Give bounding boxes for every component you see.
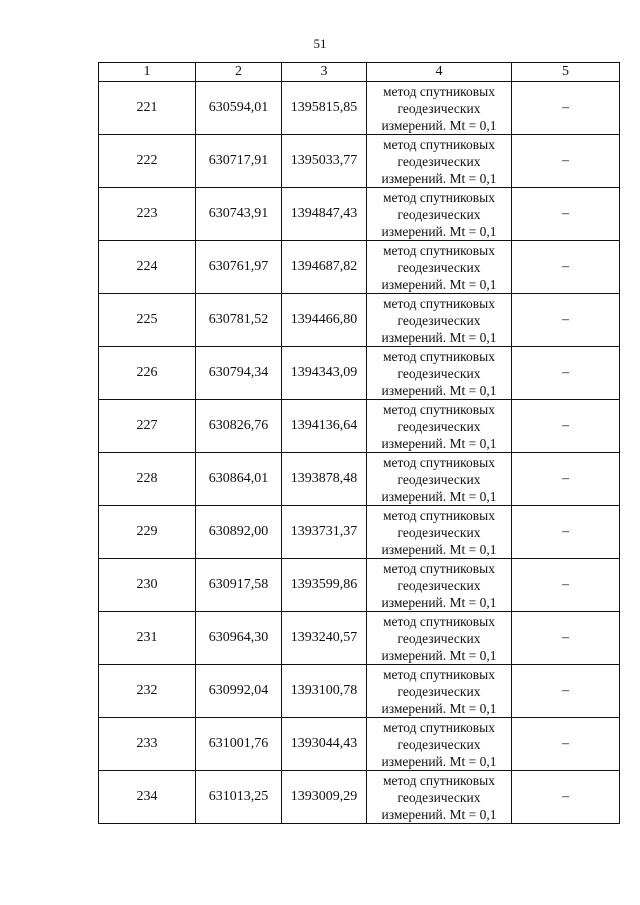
method-cell [367, 135, 512, 188]
note-cell: – [512, 347, 620, 400]
method-line: геодезических [397, 100, 481, 116]
method-line: геодезических [397, 736, 481, 752]
point-number-cell: 224 [99, 241, 196, 294]
method-line: метод спутниковых [383, 772, 495, 788]
x-coordinate-cell: 630781,52 [196, 294, 282, 347]
y-coordinate-cell: 1395815,85 [282, 82, 367, 135]
point-number-cell: 234 [99, 771, 196, 824]
method-line: геодезических [397, 630, 481, 646]
method-line: геодезических [397, 789, 481, 805]
page-number: 51 [313, 36, 327, 51]
header-col-5: 5 [512, 63, 620, 82]
method-cell [367, 718, 512, 771]
method-cell [367, 188, 512, 241]
note-cell: – [512, 241, 620, 294]
note-cell: – [512, 400, 620, 453]
method-line: метод спутниковых [383, 401, 495, 417]
method-line: метод спутниковых [383, 613, 495, 629]
header-col-4: 4 [367, 63, 512, 82]
y-coordinate-cell: 1393599,86 [282, 559, 367, 612]
table-row [99, 771, 620, 824]
point-number-cell: 221 [99, 82, 196, 135]
table-row [99, 135, 620, 188]
table-row [99, 612, 620, 665]
method-line: метод спутниковых [383, 454, 495, 470]
note-cell: – [512, 771, 620, 824]
method-line: измерений. Mt = 0,1 [381, 647, 497, 663]
method-line: метод спутниковых [383, 666, 495, 682]
table-row [99, 665, 620, 718]
y-coordinate-cell: 1393878,48 [282, 453, 367, 506]
coordinates-table [98, 62, 620, 824]
x-coordinate-cell: 630864,01 [196, 453, 282, 506]
table-header [99, 63, 620, 82]
method-line: метод спутниковых [383, 719, 495, 735]
y-coordinate-cell: 1393009,29 [282, 771, 367, 824]
header-row [99, 63, 620, 82]
note-cell: – [512, 506, 620, 559]
y-coordinate-cell: 1393240,57 [282, 612, 367, 665]
point-number-cell: 233 [99, 718, 196, 771]
point-number-cell: 223 [99, 188, 196, 241]
point-number-cell: 228 [99, 453, 196, 506]
note-cell: – [512, 559, 620, 612]
x-coordinate-cell: 630794,34 [196, 347, 282, 400]
method-line: измерений. Mt = 0,1 [381, 276, 497, 292]
method-line: измерений. Mt = 0,1 [381, 700, 497, 716]
point-number-cell: 232 [99, 665, 196, 718]
method-line: метод спутниковых [383, 560, 495, 576]
method-line: метод спутниковых [383, 136, 495, 152]
point-number-cell: 222 [99, 135, 196, 188]
header-col-2: 2 [196, 63, 282, 82]
x-coordinate-cell: 630717,91 [196, 135, 282, 188]
table-row [99, 559, 620, 612]
note-cell: – [512, 294, 620, 347]
method-line: геодезических [397, 259, 481, 275]
x-coordinate-cell: 630992,04 [196, 665, 282, 718]
y-coordinate-cell: 1393731,37 [282, 506, 367, 559]
method-cell [367, 506, 512, 559]
method-line: измерений. Mt = 0,1 [381, 806, 497, 822]
method-line: измерений. Mt = 0,1 [381, 170, 497, 186]
table-row [99, 188, 620, 241]
method-line: измерений. Mt = 0,1 [381, 488, 497, 504]
method-line: геодезических [397, 418, 481, 434]
method-line: измерений. Mt = 0,1 [381, 435, 497, 451]
point-number-cell: 226 [99, 347, 196, 400]
x-coordinate-cell: 630743,91 [196, 188, 282, 241]
table-row [99, 453, 620, 506]
method-cell [367, 612, 512, 665]
method-cell [367, 771, 512, 824]
point-number-cell: 230 [99, 559, 196, 612]
note-cell: – [512, 665, 620, 718]
y-coordinate-cell: 1393100,78 [282, 665, 367, 718]
table-body [99, 82, 620, 824]
method-line: геодезических [397, 206, 481, 222]
method-line: метод спутниковых [383, 507, 495, 523]
x-coordinate-cell: 630761,97 [196, 241, 282, 294]
x-coordinate-cell: 630826,76 [196, 400, 282, 453]
method-line: измерений. Mt = 0,1 [381, 117, 497, 133]
method-line: измерений. Mt = 0,1 [381, 382, 497, 398]
method-line: метод спутниковых [383, 83, 495, 99]
method-line: метод спутниковых [383, 242, 495, 258]
method-line: геодезических [397, 312, 481, 328]
method-line: метод спутниковых [383, 189, 495, 205]
method-line: метод спутниковых [383, 295, 495, 311]
x-coordinate-cell: 630892,00 [196, 506, 282, 559]
note-cell: – [512, 135, 620, 188]
method-line: геодезических [397, 524, 481, 540]
point-number-cell: 225 [99, 294, 196, 347]
method-line: геодезических [397, 153, 481, 169]
method-line: геодезических [397, 683, 481, 699]
table-row [99, 82, 620, 135]
y-coordinate-cell: 1394136,64 [282, 400, 367, 453]
method-cell [367, 82, 512, 135]
table-row [99, 347, 620, 400]
point-number-cell: 227 [99, 400, 196, 453]
method-cell [367, 559, 512, 612]
table-row [99, 506, 620, 559]
table-row [99, 294, 620, 347]
method-cell [367, 400, 512, 453]
note-cell: – [512, 718, 620, 771]
x-coordinate-cell: 630917,58 [196, 559, 282, 612]
note-cell: – [512, 612, 620, 665]
method-line: измерений. Mt = 0,1 [381, 753, 497, 769]
method-cell [367, 294, 512, 347]
method-line: геодезических [397, 471, 481, 487]
table-row [99, 241, 620, 294]
x-coordinate-cell: 630594,01 [196, 82, 282, 135]
method-line: измерений. Mt = 0,1 [381, 594, 497, 610]
header-col-1: 1 [99, 63, 196, 82]
point-number-cell: 229 [99, 506, 196, 559]
method-line: геодезических [397, 577, 481, 593]
y-coordinate-cell: 1393044,43 [282, 718, 367, 771]
method-line: измерений. Mt = 0,1 [381, 541, 497, 557]
method-cell [367, 665, 512, 718]
point-number-cell: 231 [99, 612, 196, 665]
table-row [99, 718, 620, 771]
y-coordinate-cell: 1394847,43 [282, 188, 367, 241]
x-coordinate-cell: 631001,76 [196, 718, 282, 771]
method-cell [367, 347, 512, 400]
method-line: измерений. Mt = 0,1 [381, 223, 497, 239]
note-cell: – [512, 82, 620, 135]
method-line: измерений. Mt = 0,1 [381, 329, 497, 345]
note-cell: – [512, 188, 620, 241]
table-row [99, 400, 620, 453]
method-cell [367, 453, 512, 506]
x-coordinate-cell: 631013,25 [196, 771, 282, 824]
x-coordinate-cell: 630964,30 [196, 612, 282, 665]
method-line: метод спутниковых [383, 348, 495, 364]
y-coordinate-cell: 1395033,77 [282, 135, 367, 188]
header-col-3: 3 [282, 63, 367, 82]
note-cell: – [512, 453, 620, 506]
method-line: геодезических [397, 365, 481, 381]
y-coordinate-cell: 1394466,80 [282, 294, 367, 347]
method-cell [367, 241, 512, 294]
y-coordinate-cell: 1394343,09 [282, 347, 367, 400]
y-coordinate-cell: 1394687,82 [282, 241, 367, 294]
